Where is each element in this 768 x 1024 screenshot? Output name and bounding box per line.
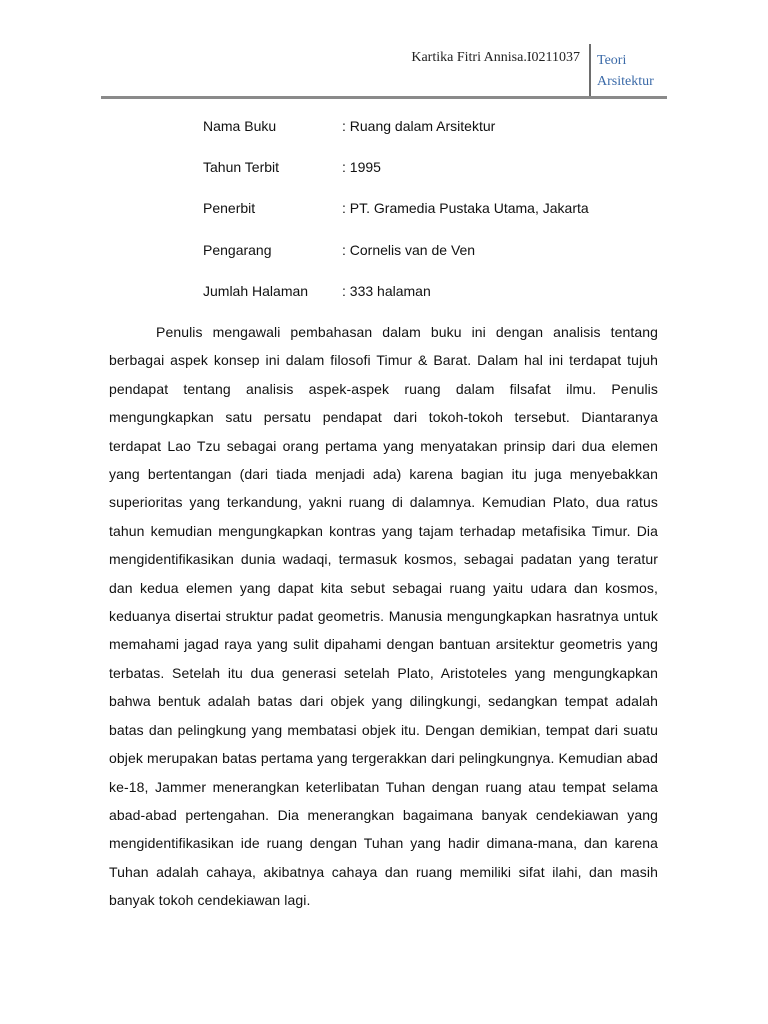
book-info-value: : PT. Gramedia Pustaka Utama, Jakarta bbox=[342, 200, 589, 217]
book-info-row bbox=[203, 282, 623, 323]
book-info-value: : Ruang dalam Arsitektur bbox=[342, 118, 496, 134]
book-info-value: : Cornelis van de Ven bbox=[342, 241, 476, 258]
book-info-value: : 1995 bbox=[342, 159, 381, 176]
book-info-label: Pengarang bbox=[203, 241, 272, 258]
book-info-row bbox=[203, 241, 623, 282]
header-author: Kartika Fitri Annisa.I0211037 bbox=[411, 50, 580, 65]
body-paragraph: Penulis mengawali pembahasan dalam buku ini dengan analisis tentang berbagai aspek konsep ini dalam filosofi Timur & Barat. Dalam hal ini terdapat tujuh pendapat tentang analisis aspek-aspek ruang dalam filsafat ilmu. Penulis mengungkapkan satu persatu pendapat dari tokoh-tokoh tersebut. Diantaranya terdapat Lao Tzu sebagai orang pertama yang menyatakan prinsip dari dua elemen yang bertentangan (dari tiada menjadi ada) karena bagian itu juga menyebakkan superioritas yang terkandung, yakni ruang di dalamnya. Kemudian Plato, dua ratus tahun kemudian mengungkapkan kontras yang tajam terhadap metafisika Timur. Dia mengidentifikasikan dunia wadaqi, termasuk kosmos, sebagai padatan yang teratur dan kedua elemen yang dapat kita sebut sebagai ruang yaitu udara dan kosmos, keduanya disertai struktur padat geometris. Manusia mengungkapkan hasratnya untuk memahami jagad raya yang sulit dipahami dengan bantuan arsitektur geometris yang terbatas. Setelah itu dua generasi setelah Plato, Aristoteles yang mengungkapkan bahwa bentuk adalah batas dari objek yang dilingkungi, sedangkan tempat adalah batas dan pelingkung yang membatasi objek itu. Dengan demikian, tempat dari suatu objek merupakan batas pertama yang tergerakkan dari pelingkungnya. Kemudian abad ke-18, Jammer menerangkan keterlibatan Tuhan dengan ruang atau tempat selama abad-abad pertengahan. Dia menerangkan bagaimana banyak cendekiawan yang mengidentifikasikan ide ruang dengan Tuhan yang hadir dimana-mana, dan karena Tuhan adalah cahaya, akibatnya cahaya dan ruang memiliki sifat ilahi, dan masih banyak tokoh cendekiawan lagi. bbox=[109, 324, 658, 909]
book-info-label: Tahun Terbit bbox=[203, 159, 280, 176]
book-info-row bbox=[203, 199, 623, 240]
header-rule bbox=[101, 96, 667, 99]
header-subject-line2: Arsitektur bbox=[597, 74, 654, 89]
book-info-value: : 333 halaman bbox=[342, 282, 431, 299]
book-info-label: Nama Buku bbox=[203, 118, 277, 134]
header-subject bbox=[597, 50, 654, 92]
book-info-row bbox=[203, 117, 623, 158]
book-info-label: Jumlah Halaman bbox=[203, 282, 309, 299]
book-info-table bbox=[203, 117, 623, 323]
book-info-row bbox=[203, 158, 623, 199]
header-subject-line1: Teori bbox=[597, 53, 627, 68]
header-divider bbox=[589, 44, 591, 96]
book-info-label: Penerbit bbox=[203, 200, 256, 217]
